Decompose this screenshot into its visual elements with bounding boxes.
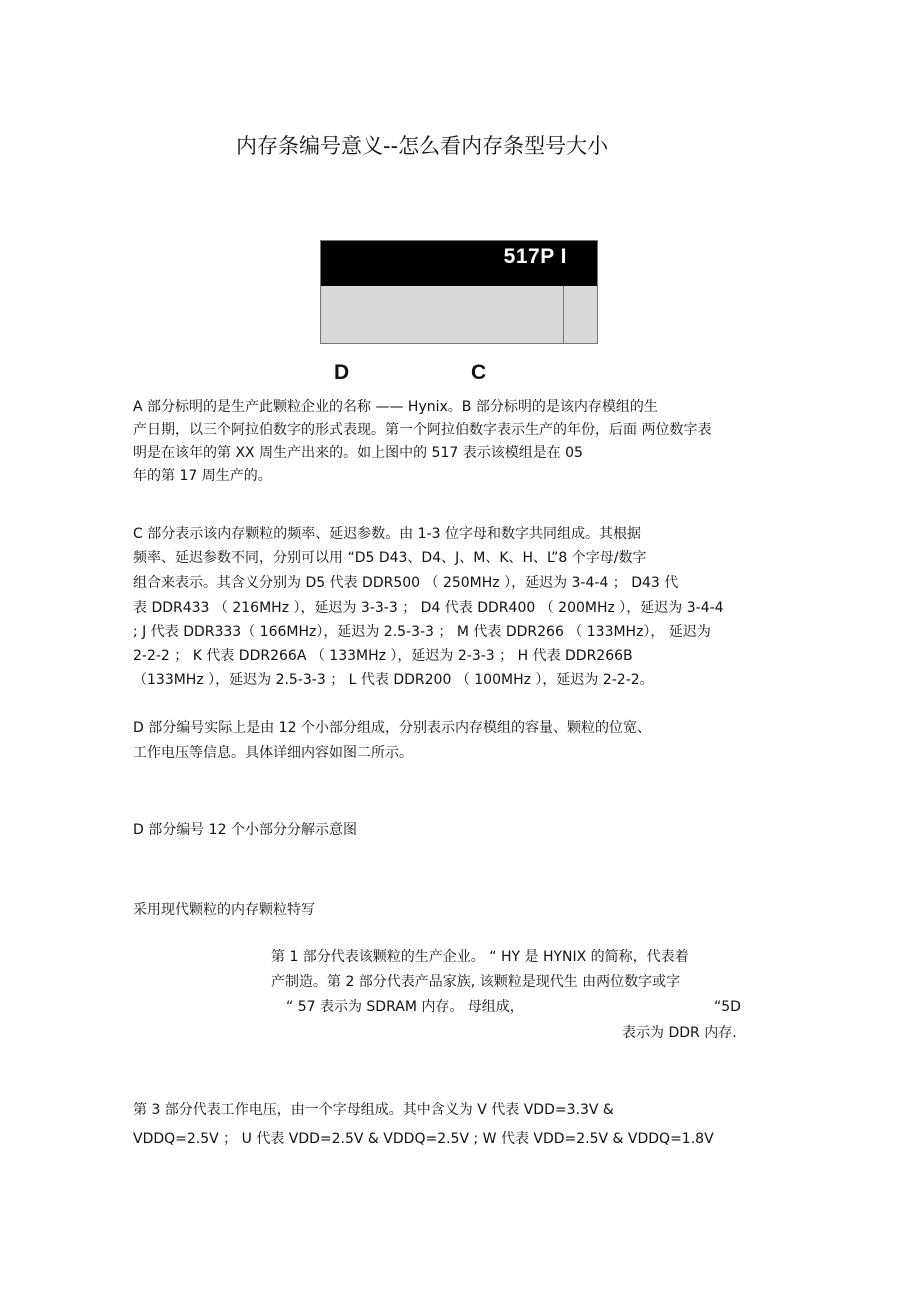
paragraph-c-line: 表 DDR433 （ 216MHz ），延迟为 3-3-3 ； D4 代表 DDR400 （ 200MHz ），延迟为 3-4-4 — [133, 600, 724, 616]
paragraph-c-line: C 部分表示该内存颗粒的频率、延迟参数。由 1-3 位字母和数字共同组成。其根据 — [133, 526, 641, 542]
part-description-line: 表示为 DDR 内存. — [622, 1025, 737, 1041]
part-description-line: “ 57 表示为 SDRAM 内存。 母组成， — [286, 999, 524, 1015]
paragraph-a-line: 明是在该年的第 XX 周生产出来的。如上图中的 517 表示该模组是在 05 — [133, 445, 583, 461]
paragraph-c-line: ; J 代表 DDR333（ 166MHz），延迟为 2.5-3-3 ； M 代表 DDR266 （ 133MHz）， 延迟为 — [133, 624, 711, 640]
paragraph-c-line: （133MHz ），延迟为 2.5-3-3 ； L 代表 DDR200 （ 100MHz ），延迟为 2-2-2。 — [133, 672, 654, 688]
paragraph-c-line: 组合来表示。其含义分别为 D5 代表 DDR500 （ 250MHz ），延迟为 3-4-4 ； D43 代 — [133, 575, 679, 591]
document-title: 内存条编号意义--怎么看内存条型号大小 — [236, 134, 609, 158]
figure-caption: D 部分编号 12 个小部分分解示意图 — [133, 822, 357, 838]
chip-label-strip — [321, 241, 597, 286]
voltage-description-line: 第 3 部分代表工作电压，由一个字母组成。其中含义为 V 代表 VDD=3.3V & — [133, 1102, 614, 1118]
paragraph-c-line: 频率、延迟参数不同，分别可以用 “D5 D43、D4、J、M、K、H、L”8 个字母/数字 — [133, 550, 647, 566]
paragraph-a-line: A 部分标明的是生产此颗粒企业的名称 —— Hynix。B 部分标明的是该内存模组的生 — [133, 399, 658, 415]
paragraph-c-line: 2-2-2 ； K 代表 DDR266A （ 133MHz ），延迟为 2-3-3 ； H 代表 DDR266B — [133, 648, 633, 664]
paragraph-a-line: 年的第 17 周生产的。 — [133, 468, 272, 484]
part-description-line: “5D — [714, 999, 741, 1015]
part-description-line: 产制造。第 2 部分代表产品家族, 该颗粒是现代生 由两位数字或字 — [271, 974, 681, 990]
section-caption: 采用现代颗粒的内存颗粒特写 — [133, 902, 315, 918]
part-label-c: C — [471, 361, 487, 384]
paragraph-a-line: 产日期，以三个阿拉伯数字的形式表现。第一个阿拉伯数字表示生产的年份，后面 两位数字表 — [133, 422, 712, 438]
chip-code: 517P I — [503, 245, 567, 268]
memory-chip-illustration — [320, 240, 598, 344]
chip-divider — [563, 286, 564, 343]
part-description-line: 第 1 部分代表该颗粒的生产企业。 “ HY 是 HYNIX 的简称，代表着 — [271, 949, 689, 965]
part-label-d: D — [334, 361, 350, 384]
paragraph-d-line: 工作电压等信息。具体详细内容如图二所示。 — [133, 745, 413, 761]
voltage-description-line: VDDQ=2.5V ； U 代表 VDD=2.5V & VDDQ=2.5V ; W 代表 VDD=2.5V & VDDQ=1.8V — [133, 1131, 714, 1147]
paragraph-d-line: D 部分编号实际上是由 12 个小部分组成，分别表示内存模组的容量、颗粒的位宽、 — [133, 720, 651, 736]
